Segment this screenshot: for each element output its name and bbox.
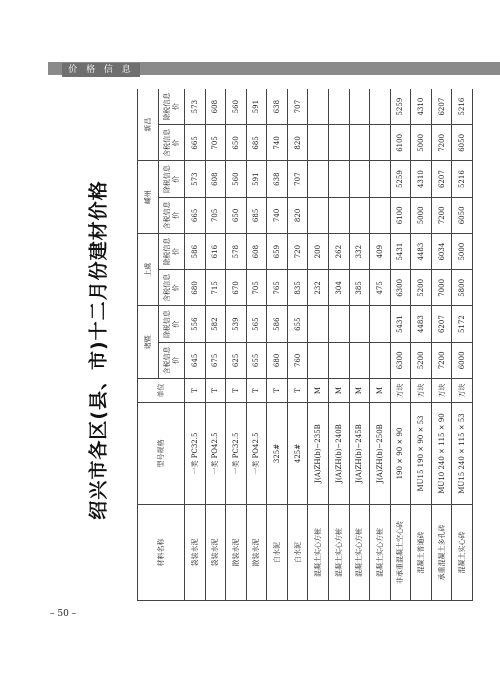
price-cell: 556 — [185, 306, 206, 342]
price-cell: 539 — [226, 306, 247, 342]
price-cell — [308, 89, 329, 125]
price-cell: 6300 — [390, 270, 411, 306]
material-name: 白水泥 — [267, 505, 288, 601]
unit: M — [308, 379, 329, 403]
price-cell — [349, 125, 370, 161]
price-cell — [349, 342, 370, 378]
header-tax-included: 含税信息价 — [159, 270, 185, 306]
material-name: 混凝土普通砖 — [411, 505, 432, 601]
header-unit: 单位 — [138, 379, 185, 403]
unit: 万块 — [390, 379, 411, 403]
spec: MU10 240 × 115 × 90 — [431, 403, 452, 505]
price-cell: 705 — [205, 197, 226, 233]
price-cell: 740 — [267, 197, 288, 233]
price-cell — [328, 89, 349, 125]
header-spec: 型号规格 — [138, 403, 185, 505]
price-cell — [349, 89, 370, 125]
price-cell: 645 — [185, 342, 206, 378]
spec: 425# — [287, 403, 308, 505]
price-cell: 5431 — [390, 306, 411, 342]
price-cell: 586 — [185, 234, 206, 270]
price-cell: 760 — [287, 342, 308, 378]
price-cell: 5216 — [452, 161, 473, 197]
price-cell: 820 — [287, 197, 308, 233]
price-cell: 659 — [267, 234, 288, 270]
table-row — [349, 89, 370, 601]
price-cell: 707 — [287, 89, 308, 125]
price-cell: 7200 — [431, 342, 452, 378]
price-cell: 5200 — [411, 342, 432, 378]
price-cell — [370, 197, 391, 233]
header-tax-excluded: 除税信息价 — [159, 234, 185, 270]
price-cell: 765 — [267, 270, 288, 306]
page-title: 绍兴市各区(县、市)十二月份建材价格 — [87, 180, 110, 520]
price-cell: 573 — [185, 161, 206, 197]
price-cell — [349, 306, 370, 342]
price-cell: 409 — [370, 234, 391, 270]
price-cell: 625 — [226, 342, 247, 378]
price-cell: 4310 — [411, 89, 432, 125]
table-row — [431, 89, 452, 601]
price-cell: 707 — [287, 161, 308, 197]
price-cell: 6300 — [390, 342, 411, 378]
price-cell: 675 — [205, 342, 226, 378]
price-cell: 5216 — [452, 89, 473, 125]
unit: T — [185, 379, 206, 403]
section-label: 价 格 信 息 — [62, 63, 140, 77]
price-cell: 6000 — [452, 342, 473, 378]
price-cell: 6207 — [431, 306, 452, 342]
price-cell: 586 — [267, 306, 288, 342]
price-cell: 685 — [246, 197, 267, 233]
table-row — [205, 89, 226, 601]
price-cell: 638 — [267, 89, 288, 125]
price-cell: 655 — [287, 306, 308, 342]
price-cell: 740 — [267, 125, 288, 161]
price-cell: 560 — [226, 89, 247, 125]
price-cell: 4310 — [411, 161, 432, 197]
price-cell: 5200 — [411, 270, 432, 306]
price-cell: 582 — [205, 306, 226, 342]
price-cell — [370, 342, 391, 378]
price-cell: 591 — [246, 161, 267, 197]
price-cell — [370, 161, 391, 197]
price-cell: 670 — [226, 270, 247, 306]
price-cell: 332 — [349, 234, 370, 270]
price-cell: 638 — [267, 161, 288, 197]
price-cell — [370, 125, 391, 161]
table-row — [452, 89, 473, 601]
price-cell: 608 — [205, 161, 226, 197]
price-cell: 6034 — [431, 234, 452, 270]
table-row — [226, 89, 247, 601]
header-region: 上虞 — [138, 234, 159, 307]
price-cell: 475 — [370, 270, 391, 306]
table-row — [246, 89, 267, 601]
unit: M — [328, 379, 349, 403]
material-name: 散装水泥 — [226, 505, 247, 601]
header-region: 新昌 — [138, 89, 159, 161]
header-tax-included: 含税信息价 — [159, 197, 185, 233]
price-cell: 5259 — [390, 89, 411, 125]
price-cell: 7000 — [431, 270, 452, 306]
price-cell: 5800 — [452, 270, 473, 306]
price-cell: 685 — [246, 125, 267, 161]
price-cell: 665 — [185, 125, 206, 161]
price-cell — [328, 125, 349, 161]
price-table — [137, 89, 473, 601]
price-cell: 6207 — [431, 161, 452, 197]
table-row — [370, 89, 391, 601]
price-cell — [308, 161, 329, 197]
material-name: 袋装水泥 — [205, 505, 226, 601]
price-cell: 7200 — [431, 197, 452, 233]
price-cell: 6207 — [431, 89, 452, 125]
price-cell: 385 — [349, 270, 370, 306]
spec: 190 × 90 × 90 — [390, 403, 411, 505]
price-cell — [328, 161, 349, 197]
price-cell: 4483 — [411, 234, 432, 270]
price-cell: 5000 — [452, 234, 473, 270]
price-cell: 304 — [328, 270, 349, 306]
unit: T — [246, 379, 267, 403]
table-row — [328, 89, 349, 601]
material-name: 非承重混凝土空心砖 — [390, 505, 411, 601]
table-row — [411, 89, 432, 601]
page-number: – 50 – — [50, 609, 77, 619]
table-row — [185, 89, 206, 601]
price-cell: 650 — [226, 125, 247, 161]
price-cell: 705 — [246, 270, 267, 306]
header-region: 诸暨 — [138, 306, 159, 379]
unit: T — [226, 379, 247, 403]
price-cell: 6100 — [390, 125, 411, 161]
header-tax-excluded: 除税信息价 — [159, 161, 185, 197]
header-tax-included: 含税信息价 — [159, 125, 185, 161]
unit: 万块 — [431, 379, 452, 403]
price-cell — [328, 306, 349, 342]
price-cell: 608 — [205, 89, 226, 125]
spec: MU15 190 × 90 × 53 — [411, 403, 432, 505]
price-cell — [370, 306, 391, 342]
price-cell: 616 — [205, 234, 226, 270]
header-tax-included: 含税信息价 — [159, 342, 185, 378]
price-cell: 5431 — [390, 234, 411, 270]
price-cell: 705 — [205, 125, 226, 161]
price-cell: 608 — [246, 234, 267, 270]
price-cell — [328, 197, 349, 233]
material-name: 白水泥 — [287, 505, 308, 601]
spec: 一类 PC32.5 — [226, 403, 247, 505]
material-name: 混凝土实心方桩 — [370, 505, 391, 601]
unit: 万块 — [452, 379, 473, 403]
material-name: 混凝土实心砖 — [452, 505, 473, 601]
spec: J(A)ZH(b)−250B — [370, 403, 391, 505]
price-table-area — [137, 89, 473, 601]
price-cell: 655 — [246, 342, 267, 378]
price-cell: 6050 — [452, 197, 473, 233]
price-cell: 680 — [185, 270, 206, 306]
price-cell: 565 — [246, 306, 267, 342]
unit: T — [205, 379, 226, 403]
price-cell: 5259 — [390, 161, 411, 197]
material-name: 混凝土实心方桩 — [308, 505, 329, 601]
spec: J(A)ZH(b)−240B — [328, 403, 349, 505]
table-row — [267, 89, 288, 601]
unit: M — [370, 379, 391, 403]
unit: M — [349, 379, 370, 403]
price-cell: 573 — [185, 89, 206, 125]
price-cell: 560 — [226, 161, 247, 197]
material-name: 承重混凝土多孔砖 — [431, 505, 452, 601]
price-cell: 6100 — [390, 197, 411, 233]
price-cell: 5000 — [411, 125, 432, 161]
header-region: 嵊州 — [138, 161, 159, 234]
price-cell — [349, 161, 370, 197]
price-cell: 835 — [287, 270, 308, 306]
price-cell — [308, 125, 329, 161]
header-tax-excluded: 除税信息价 — [159, 89, 185, 125]
spec: 一类 PC32.5 — [185, 403, 206, 505]
price-cell — [349, 197, 370, 233]
unit: 万块 — [411, 379, 432, 403]
price-cell: 262 — [328, 234, 349, 270]
price-cell: 650 — [226, 197, 247, 233]
spec: 一类 PO42.5 — [205, 403, 226, 505]
material-name: 混凝土实心方桩 — [328, 505, 349, 601]
spec: 一类 PO42.5 — [246, 403, 267, 505]
table-row — [308, 89, 329, 601]
price-cell: 665 — [185, 197, 206, 233]
price-cell: 715 — [205, 270, 226, 306]
spec: 325# — [267, 403, 288, 505]
price-cell: 820 — [287, 125, 308, 161]
price-cell: 4483 — [411, 306, 432, 342]
price-cell: 200 — [308, 234, 329, 270]
price-cell: 5000 — [411, 197, 432, 233]
table-row — [287, 89, 308, 601]
unit: T — [267, 379, 288, 403]
table-row — [390, 89, 411, 601]
spec: J(A)ZH(b)−245B — [349, 403, 370, 505]
spec: MU15 240 × 115 × 53 — [452, 403, 473, 505]
material-name: 混凝土实心方桩 — [349, 505, 370, 601]
price-cell — [308, 342, 329, 378]
price-cell: 232 — [308, 270, 329, 306]
unit: T — [287, 379, 308, 403]
price-cell — [308, 306, 329, 342]
price-cell: 578 — [226, 234, 247, 270]
material-name: 散装水泥 — [246, 505, 267, 601]
header-material: 材料名称 — [138, 505, 185, 601]
price-cell: 720 — [287, 234, 308, 270]
price-cell: 5172 — [452, 306, 473, 342]
price-cell: 6050 — [452, 125, 473, 161]
price-cell — [328, 342, 349, 378]
header-tax-excluded: 除税信息价 — [159, 306, 185, 342]
material-name: 袋装水泥 — [185, 505, 206, 601]
price-cell: 591 — [246, 89, 267, 125]
price-cell: 7200 — [431, 125, 452, 161]
spec: J(A)ZH(b)−235B — [308, 403, 329, 505]
price-cell — [370, 89, 391, 125]
price-cell: 680 — [267, 342, 288, 378]
price-cell — [308, 197, 329, 233]
